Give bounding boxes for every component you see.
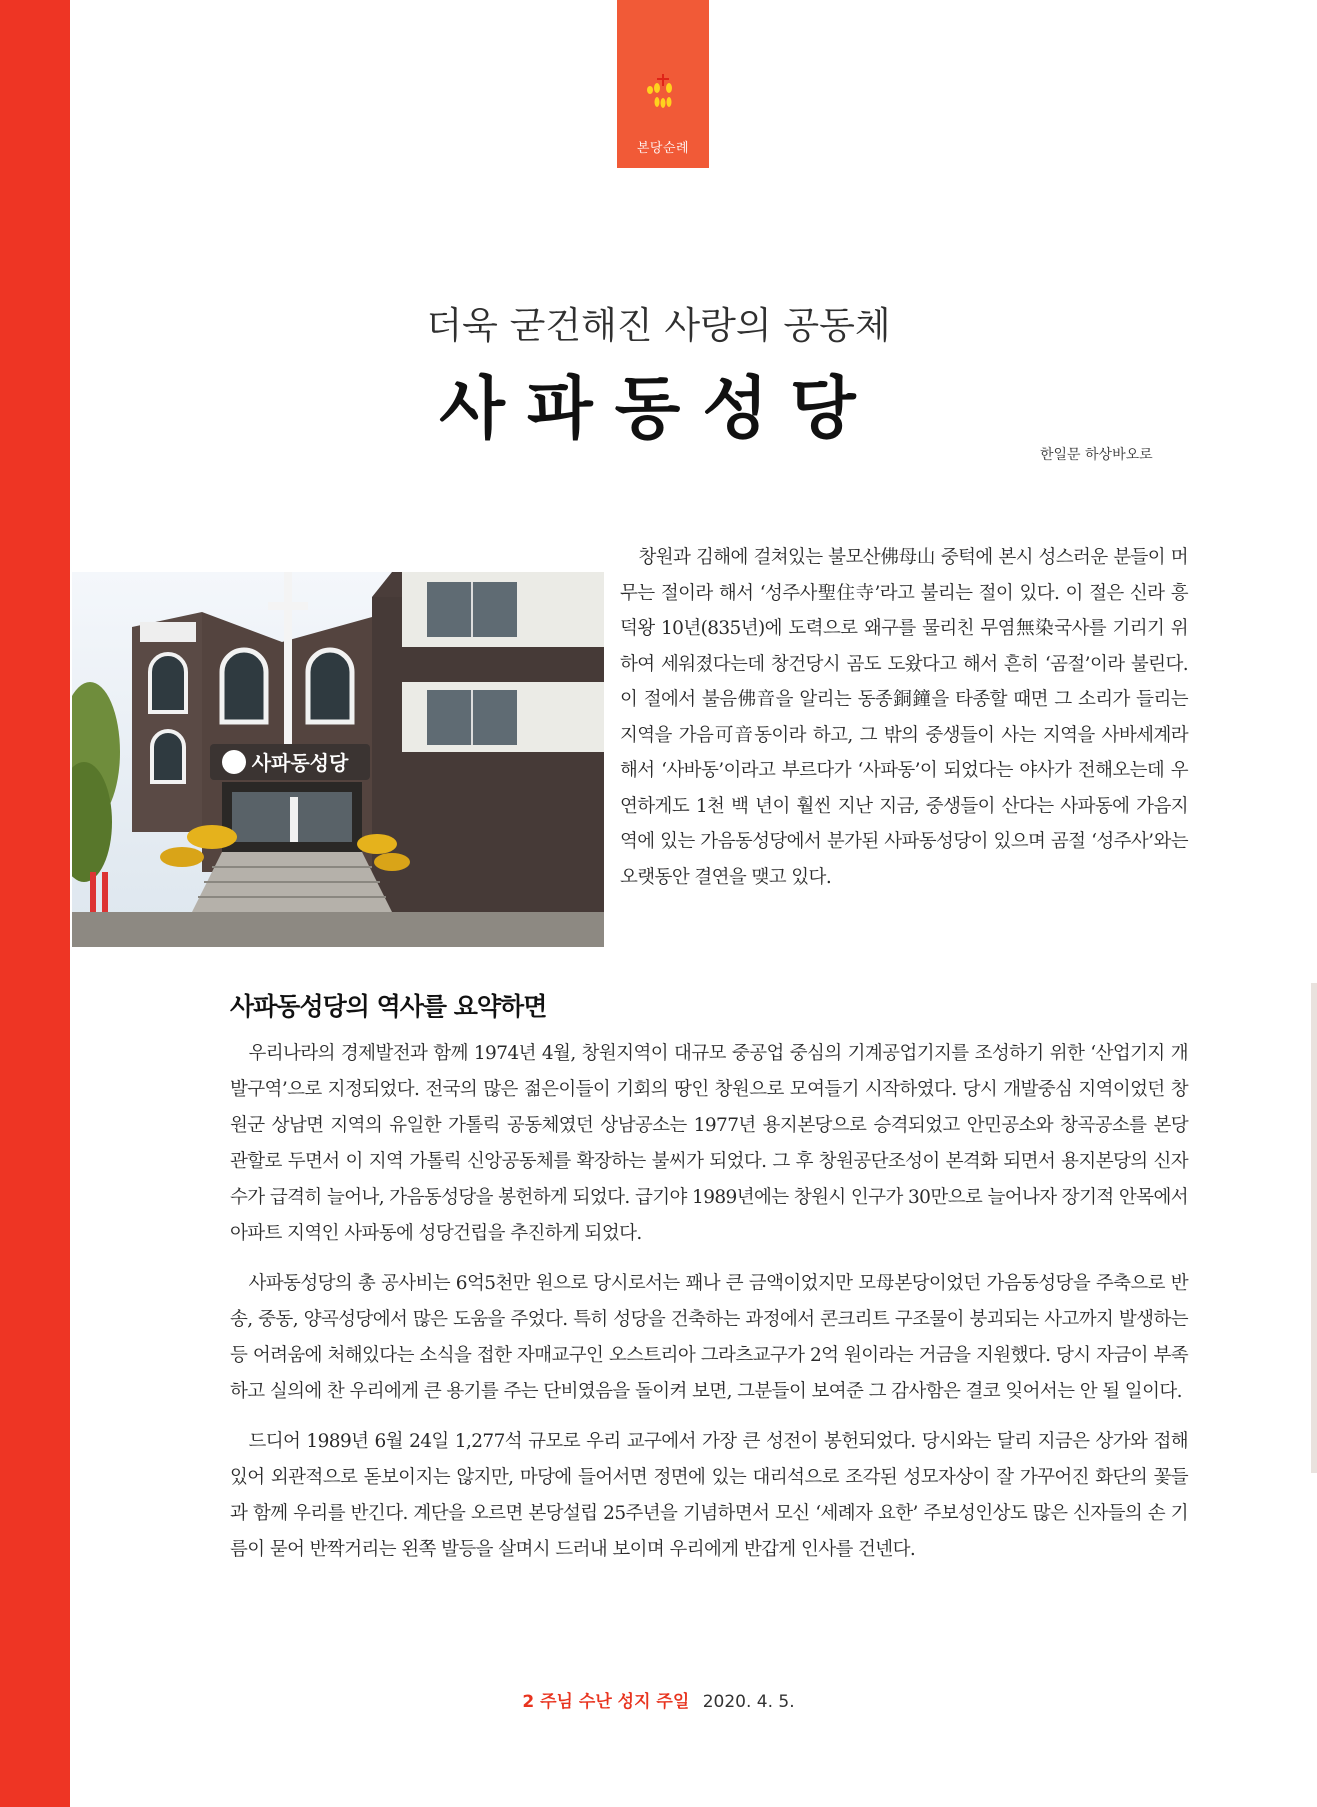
section-tab — [617, 0, 709, 168]
church-photo — [72, 572, 604, 947]
intro-text — [620, 540, 1188, 895]
section-heading: 사파동성당의 역사를 요약하면 — [230, 992, 547, 1021]
body-paragraph-3: 드디어 1989년 6월 24일 1,277석 규모로 우리 교구에서 가장 큰 성전이 봉헌되었다. 당시와는 달리 지금은 상가와 접해 있어 외관적으로 돋보이지는 않지만, 마당에 들어서면 정면에 있는 대리석으로 조각된 성모자상이 잘 가꾸어진 화단의 꽃들과 함께 우리를 반긴다. 계단을 오르면 본당설립 25주년을 기념하면서 모신 ‘세례자 요한’ 주보성인상도 많은 신자들의 손 기름이 묻어 반짝거리는 왼쪽 발등을 살며시 드러내 보이며 우리에게 반갑게 인사를 건넨다. — [230, 1431, 1188, 1560]
article-author: 한일문 하상바오로 — [1040, 447, 1153, 463]
article-title: 사파동성당 — [439, 370, 878, 449]
left-accent-bar — [0, 0, 70, 1807]
cross-flame-icon — [641, 72, 685, 112]
section-tab-label: 본당순례 — [636, 141, 690, 156]
article-body — [230, 1036, 1188, 1582]
footer-issue: 2 주님 수난 성지 주일 — [522, 1692, 690, 1712]
church-sign-text: 사파동성당 — [251, 751, 349, 775]
page-footer — [0, 1687, 1317, 1712]
article-subtitle: 더욱 굳건해진 사랑의 공동체 — [426, 304, 891, 347]
intro-paragraph: 창원과 김해에 걸쳐있는 불모산佛母山 중턱에 본시 성스러운 분들이 머무는 절이라 해서 ‘성주사聖住寺’라고 불리는 절이 있다. 이 절은 신라 흥덕왕 10년(835년)에 도력으로 왜구를 물리친 무염無染국사를 기리기 위하여 세워졌다는데 창건당시 곰도 도왔다고 해서 흔히 ‘곰절’이라 불린다. 이 절에서 불음佛音을 알리는 동종銅鐘을 타종할 때면 그 소리가 들리는 지역을 가음可音동이라 하고, 그 밖의 중생들이 사는 지역을 사바세계라 해서 ‘사바동’이라고 부르다가 ‘사파동’이 되었다는 야사가 전해오는데 우연하게도 1천 백 년이 훨씬 지난 지금, 중생들이 산다는 사파동에 가음지역에 있는 가음동성당에서 분가된 사파동성당이 있으며 곰절 ‘성주사’와는 오랫동안 결연을 맺고 있다. — [620, 547, 1188, 888]
body-paragraph-2: 사파동성당의 총 공사비는 6억5천만 원으로 당시로서는 꽤나 큰 금액이었지만 모母본당이었던 가음동성당을 주축으로 반송, 중동, 양곡성당에서 많은 도움을 주었다. 특히 성당을 건축하는 과정에서 콘크리트 구조물이 붕괴되는 사고까지 발생하는 등 어려움에 처해있다는 소식을 접한 자매교구인 오스트리아 그라츠교구가 2억 원이라는 거금을 지원했다. 당시 자금이 부족하고 실의에 찬 우리에게 큰 용기를 주는 단비였음을 돌이켜 보면, 그분들이 보여준 그 감사함은 결코 잊어서는 안 될 일이다. — [230, 1273, 1188, 1402]
page-edge-tab — [1311, 983, 1317, 1473]
footer-date: 2020. 4. 5. — [702, 1692, 795, 1712]
body-paragraph-1: 우리나라의 경제발전과 함께 1974년 4월, 창원지역이 대규모 중공업 중심의 기계공업기지를 조성하기 위한 ‘산업기지 개발구역’으로 지정되었다. 전국의 많은 젊은이들이 기회의 땅인 창원으로 모여들기 시작하였다. 당시 개발중심 지역이었던 창원군 상남면 지역의 유일한 가톨릭 공동체였던 상남공소는 1977년 용지본당으로 승격되었고 안민공소와 창곡공소를 본당 관할로 두면서 이 지역 가톨릭 신앙공동체를 확장하는 불씨가 되었다. 그 후 창원공단조성이 본격화 되면서 용지본당의 신자수가 급격히 늘어나, 가음동성당을 봉헌하게 되었다. 급기야 1989년에는 창원시 인구가 30만으로 늘어나자 장기적 안목에서 아파트 지역인 사파동에 성당건립을 추진하게 되었다. — [230, 1043, 1188, 1244]
